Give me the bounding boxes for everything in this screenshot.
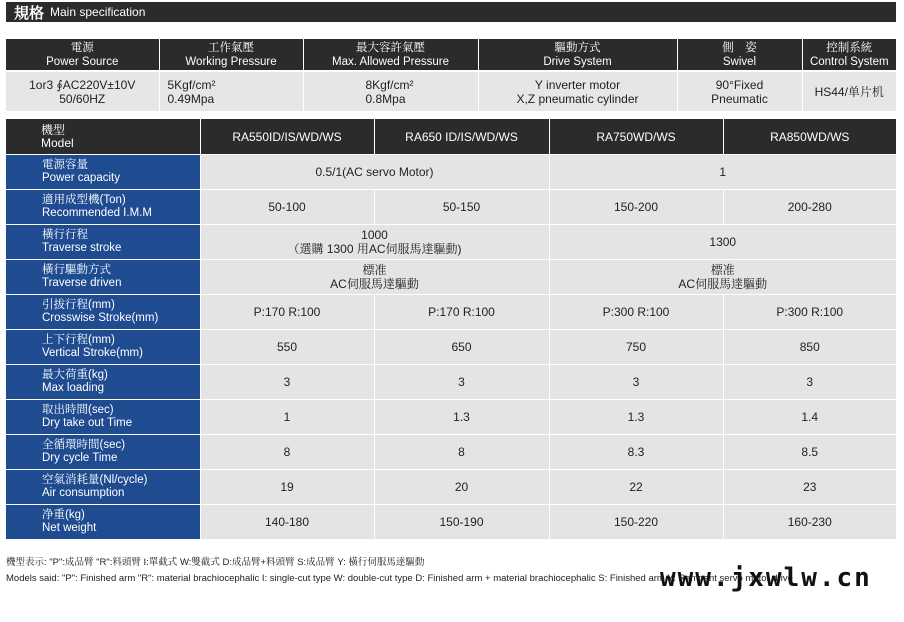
section-title-zh: 規格 — [14, 4, 45, 22]
row-label: 上下行程(mm) Vertical Stroke(mm) — [6, 330, 200, 365]
table-cell: 1000 （選購 1300 用AC伺服馬達驅動) — [200, 225, 549, 260]
spec-header-power: 電源 Power Source — [6, 39, 159, 71]
table-cell: 20 — [374, 470, 549, 505]
table-cell: 650 — [374, 330, 549, 365]
site-watermark: www.jxwlw.cn — [660, 563, 872, 593]
row-label: 適用成型機(Ton) Recommended I.M.M — [6, 190, 200, 225]
spec-value-power: 1or3 ∮AC220V±10V 50/60HZ — [6, 71, 159, 111]
row-label: 引拔行程(mm) Crosswise Stroke(mm) — [6, 295, 200, 330]
spec-header-working-pressure: 工作氣壓 Working Pressure — [159, 39, 303, 71]
table-cell: 150-190 — [374, 505, 549, 540]
table-cell: 8.3 — [549, 435, 723, 470]
main-spec-table — [6, 39, 896, 111]
table-cell: 150-200 — [549, 190, 723, 225]
table-cell: 150-220 — [549, 505, 723, 540]
table-cell: 1.4 — [723, 400, 896, 435]
table-cell: 550 — [200, 330, 374, 365]
table-cell: 3 — [374, 365, 549, 400]
table-cell: 8.5 — [723, 435, 896, 470]
spec-header-swivel: 側 姿 Swivel — [677, 39, 802, 71]
model-name: RA550ID/IS/WD/WS — [200, 119, 374, 155]
section-title-en: Main specification — [50, 5, 146, 19]
row-label: 全循環時間(sec) Dry cycle Time — [6, 435, 200, 470]
table-cell: P:300 R:100 — [549, 295, 723, 330]
table-cell: 19 — [200, 470, 374, 505]
spec-value-row — [6, 71, 896, 111]
table-cell: 140-180 — [200, 505, 374, 540]
model-name: RA650 ID/IS/WD/WS — [374, 119, 549, 155]
section-title-bar — [6, 2, 896, 22]
table-cell: 23 — [723, 470, 896, 505]
model-spec-table — [6, 119, 896, 539]
spec-value-max-pressure: 8Kgf/cm² 0.8Mpa — [303, 71, 478, 111]
table-cell: 標准 AC伺服馬達驅動 — [549, 260, 896, 295]
table-row — [6, 435, 896, 470]
table-cell: P:170 R:100 — [374, 295, 549, 330]
table-cell: 3 — [200, 365, 374, 400]
table-row — [6, 190, 896, 225]
spec-value-drive-system: Y inverter motor X,Z pneumatic cylinder — [478, 71, 677, 111]
spec-header-max-pressure: 最大容許氣壓 Max. Allowed Pressure — [303, 39, 478, 71]
spec-header-row — [6, 39, 896, 71]
table-cell: 3 — [549, 365, 723, 400]
table-cell: 50-100 — [200, 190, 374, 225]
table-row — [6, 225, 896, 260]
table-row — [6, 260, 896, 295]
row-label: 空氣消耗量(Nl/cycle) Air consumption — [6, 470, 200, 505]
row-label: 橫行行程 Traverse stroke — [6, 225, 200, 260]
table-row — [6, 365, 896, 400]
table-cell: P:170 R:100 — [200, 295, 374, 330]
table-row — [6, 505, 896, 540]
table-cell: 750 — [549, 330, 723, 365]
table-cell: 1 — [549, 155, 896, 190]
row-label: 電源容量 Power capacity — [6, 155, 200, 190]
table-cell: 1.3 — [374, 400, 549, 435]
table-row — [6, 295, 896, 330]
model-name: RA850WD/WS — [723, 119, 896, 155]
table-cell: 1.3 — [549, 400, 723, 435]
table-row — [6, 155, 896, 190]
spec-header-drive-system: 驅動方式 Drive System — [478, 39, 677, 71]
row-label: 橫行驅動方式 Traverse driven — [6, 260, 200, 295]
table-cell: 3 — [723, 365, 896, 400]
table-cell: 50-150 — [374, 190, 549, 225]
table-cell: 標准 AC伺服馬達驅動 — [200, 260, 549, 295]
model-legend-note-en: Models said: "P": Finished arm "R": material brachiocephalic I: single-cut type W: double-cut type D: Finished arm + material brachiocephalic S: Finished arm Y: Rampant servo motor drive — [6, 573, 793, 584]
spec-value-control-system: HS44/单片机 — [802, 71, 896, 111]
table-cell: 0.5/1(AC servo Motor) — [200, 155, 549, 190]
spec-value-swivel: 90°Fixed Pneumatic — [677, 71, 802, 111]
spec-value-working-pressure: 5Kgf/cm² 0.49Mpa — [159, 71, 303, 111]
model-legend-note-zh: 機型表示: "P":成品臂 "R":料頭臂 I:單截式 W:雙截式 D:成品臂+料頭臂 S:成品臂 Y: 橫行伺服馬達驅動 — [6, 557, 425, 568]
row-label: 最大荷重(kg) Max loading — [6, 365, 200, 400]
table-cell: 850 — [723, 330, 896, 365]
spec-header-control-system: 控制系統 Control System — [802, 39, 896, 71]
table-cell: P:300 R:100 — [723, 295, 896, 330]
table-cell: 8 — [200, 435, 374, 470]
model-name: RA750WD/WS — [549, 119, 723, 155]
row-label: 取出時間(sec) Dry take out Time — [6, 400, 200, 435]
table-cell: 160-230 — [723, 505, 896, 540]
table-row — [6, 400, 896, 435]
table-cell: 1 — [200, 400, 374, 435]
table-row — [6, 470, 896, 505]
model-header-row — [6, 119, 896, 155]
table-cell: 8 — [374, 435, 549, 470]
table-cell: 200-280 — [723, 190, 896, 225]
model-header-label: 機型 Model — [6, 119, 200, 155]
table-cell: 1300 — [549, 225, 896, 260]
row-label: 净重(kg) Net weight — [6, 505, 200, 540]
table-row — [6, 330, 896, 365]
table-cell: 22 — [549, 470, 723, 505]
